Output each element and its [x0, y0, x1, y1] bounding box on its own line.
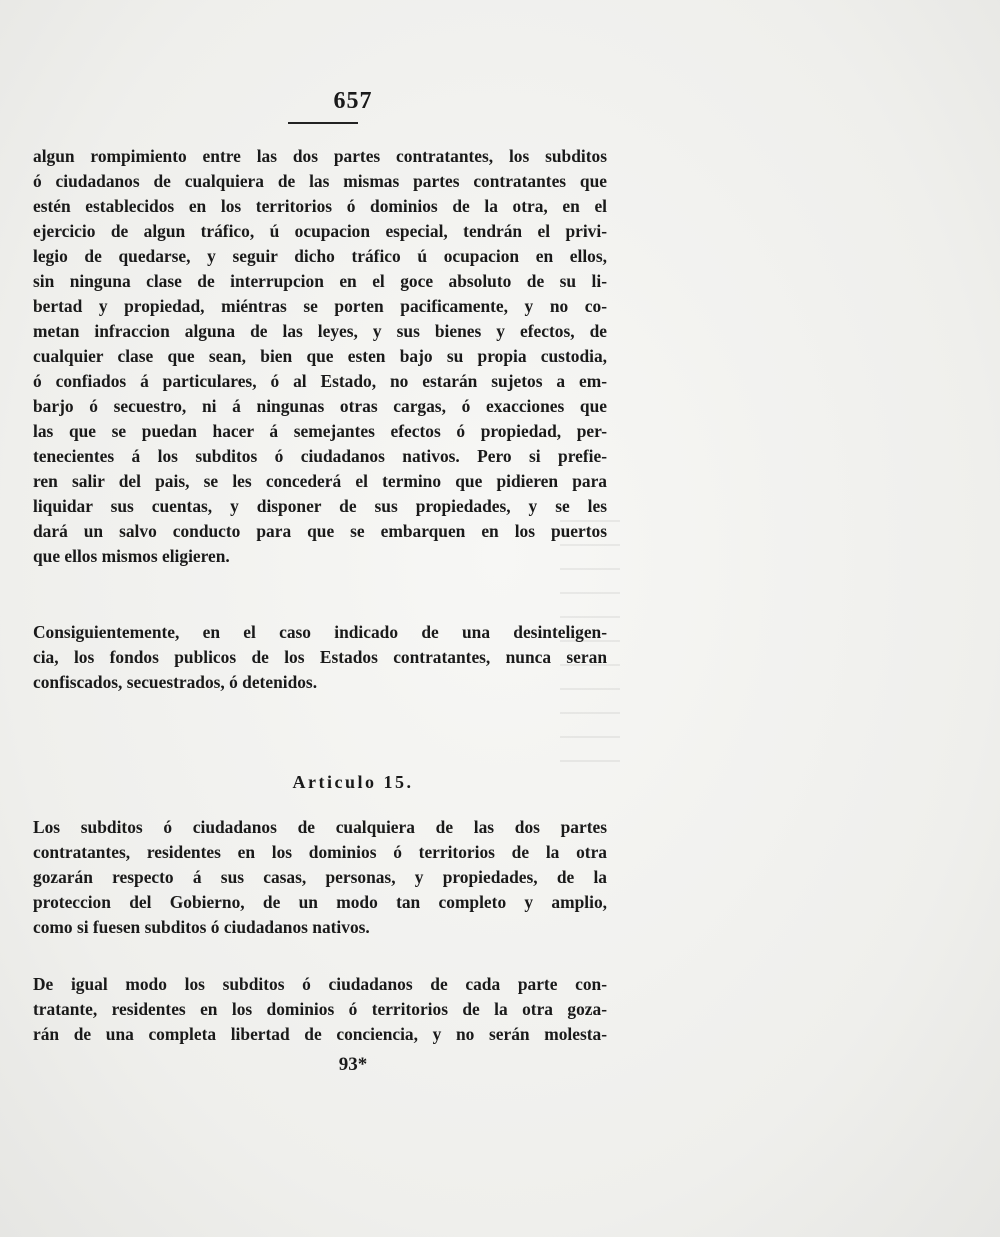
text-line: rán de una completa libertad de conciencia, y no serán molesta-	[33, 1024, 607, 1044]
text-line: ejercicio de algun tráfico, ú ocupacion especial, tendrán el privi-	[33, 221, 607, 241]
text-line: cualquier clase que sean, bien que esten bajo su propia custodia,	[33, 346, 607, 366]
page-number: 657	[333, 88, 373, 114]
text-line: las que se puedan hacer á semejantes efectos ó propiedad, per-	[33, 421, 607, 441]
text-line: proteccion del Gobierno, de un modo tan completo y amplio,	[33, 892, 607, 912]
article-heading: Articulo 15.	[292, 772, 414, 792]
text-line: que ellos mismos eligieren.	[33, 546, 230, 566]
text-line: Consiguientemente, en el caso indicado de una desinteligen-	[33, 622, 607, 642]
text-line: dará un salvo conducto para que se embarquen en los puertos	[33, 521, 607, 541]
text-line: cia, los fondos publicos de los Estados contratantes, nunca seran	[33, 647, 607, 667]
text-line: legio de quedarse, y seguir dicho tráfico ú ocupacion en ellos,	[33, 246, 607, 266]
text-line: De igual modo los subditos ó ciudadanos de cada parte con-	[33, 974, 607, 994]
signature-mark: 93*	[338, 1054, 368, 1075]
text-line: bertad y propiedad, miéntras se porten pacificamente, y no co-	[33, 296, 607, 316]
text-line: ó confiados á particulares, ó al Estado, no estarán sujetos a em-	[33, 371, 607, 391]
text-line: Los subditos ó ciudadanos de cualquiera de las dos partes	[33, 817, 607, 837]
text-line: contratantes, residentes en los dominios ó territorios de la otra	[33, 842, 607, 862]
text-line: tenecientes á los subditos ó ciudadanos nativos. Pero si prefie-	[33, 446, 607, 466]
text-line: como si fuesen subditos ó ciudadanos nativos.	[33, 917, 370, 937]
text-line: barjo ó secuestro, ni á ningunas otras cargas, ó exacciones que	[33, 396, 607, 416]
text-line: estén establecidos en los territorios ó dominios de la otra, en el	[33, 196, 607, 216]
text-line: sin ninguna clase de interrupcion en el goce absoluto de su li-	[33, 271, 607, 291]
text-line: metan infraccion alguna de las leyes, y sus bienes y efectos, de	[33, 321, 607, 341]
text-line: ren salir del pais, se les concederá el termino que pidieren para	[33, 471, 607, 491]
text-line: liquidar sus cuentas, y disponer de sus propiedades, y se les	[33, 496, 607, 516]
text-line: tratante, residentes en los dominios ó territorios de la otra goza-	[33, 999, 607, 1019]
text-line: confiscados, secuestrados, ó detenidos.	[33, 672, 318, 692]
text-line: ó ciudadanos de cualquiera de las mismas partes contratantes que	[33, 171, 607, 191]
text-line: algun rompimiento entre las dos partes contratantes, los subditos	[33, 146, 607, 166]
header-rule	[288, 122, 358, 124]
text-line: gozarán respecto á sus casas, personas, y propiedades, de la	[33, 867, 607, 887]
